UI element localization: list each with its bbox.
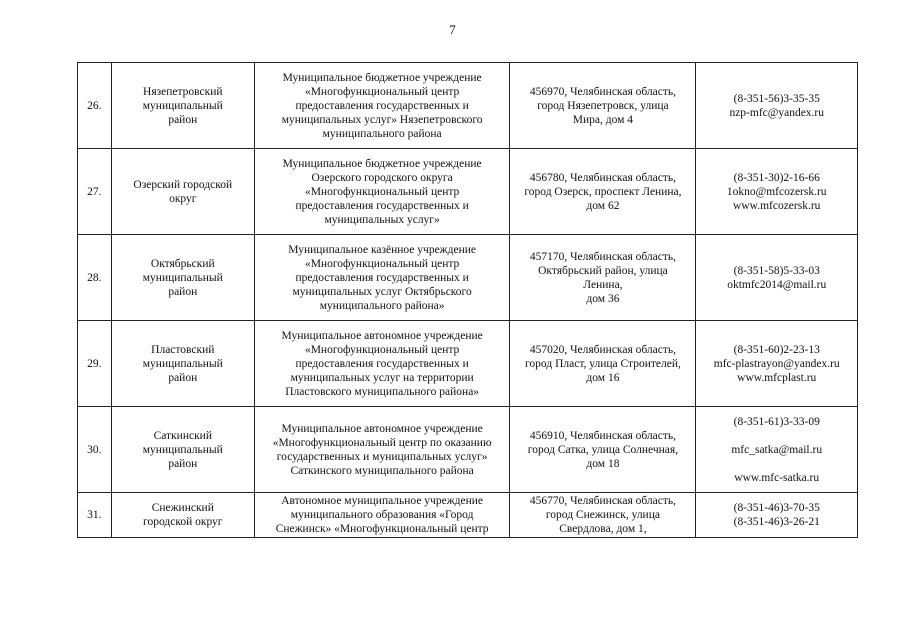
text-line: 457020, Челябинская область,	[529, 343, 677, 356]
text-line: муниципальных услуг на территории	[290, 371, 474, 384]
text-line: Муниципальное бюджетное учреждение	[282, 71, 482, 84]
institution-cell	[254, 407, 510, 493]
text-line: район	[168, 371, 198, 384]
text-line: округ	[169, 192, 197, 205]
text-line: 456780, Челябинская область,	[529, 171, 677, 184]
text-line: город Пласт, улица Строителей,	[525, 357, 681, 370]
text-line: Озерский городской	[133, 178, 233, 191]
institution-cell	[254, 149, 510, 235]
text-line: городской округ	[143, 516, 223, 528]
text-line: район	[168, 457, 198, 470]
website-link[interactable]: www.mfcplast.ru	[737, 371, 817, 384]
text-line: Октябрьский	[150, 257, 215, 270]
text-line: дом 16	[586, 371, 620, 384]
district-cell	[111, 149, 254, 235]
text-line: Октябрьский район, улица	[538, 264, 668, 277]
website-link[interactable]: www.mfcozersk.ru	[733, 199, 821, 212]
text-line: муниципальный	[142, 357, 223, 370]
address-cell	[510, 149, 696, 235]
district-cell	[111, 493, 254, 538]
contacts-cell	[696, 493, 858, 538]
text-line: Снежинск» «Многофункциональный центр	[275, 523, 489, 535]
contacts-cell	[696, 407, 858, 493]
phone-number: (8-351-46)3-26-21	[733, 516, 820, 528]
text-line: Муниципальное бюджетное учреждение	[282, 157, 482, 170]
text-line: Свердлова, дом 1,	[559, 523, 647, 535]
text-line: 457170, Челябинская область,	[529, 250, 677, 263]
text-line: 456770, Челябинская область,	[529, 495, 677, 507]
page-number: 7	[449, 22, 456, 37]
institution-cell	[254, 493, 510, 538]
row-number: 29.	[78, 321, 112, 407]
email-link[interactable]: oktmfc2014@mail.ru	[727, 278, 827, 291]
address-cell	[510, 321, 696, 407]
text-line: предоставления государственных и	[295, 357, 469, 370]
text-line: государственных и муниципальных услуг»	[276, 450, 488, 463]
institution-cell	[254, 321, 510, 407]
address-cell	[510, 407, 696, 493]
text-line: 456970, Челябинская область,	[529, 85, 677, 98]
text-line: Озерского городского округа	[311, 171, 453, 184]
text-line: Пластовского муниципального района»	[285, 385, 480, 398]
website-link[interactable]: www.mfc-satka.ru	[734, 471, 820, 484]
address-cell	[510, 235, 696, 321]
text-line: город Сатка, улица Солнечная,	[527, 443, 679, 456]
text-line: Муниципальное казённое учреждение	[288, 243, 476, 256]
district-cell	[111, 321, 254, 407]
text-line: Снежинский	[151, 502, 214, 514]
text-line: муниципальных услуг»	[324, 213, 440, 226]
text-line: город Озерск, проспект Ленина,	[524, 185, 682, 198]
mfc-table	[77, 62, 858, 538]
text-line: «Многофункциональный центр	[304, 185, 460, 198]
email-link[interactable]: mfc_satka@mail.ru	[731, 443, 823, 456]
text-line: «Многофункциональный центр	[304, 257, 460, 270]
text-line: муниципального района»	[319, 299, 445, 312]
contacts-cell	[696, 63, 858, 149]
text-line: Саткинского муниципального района	[290, 464, 474, 477]
text-line: «Многофункциональный центр	[304, 85, 460, 98]
email-link[interactable]: mfc-plastrayon@yandex.ru	[713, 357, 840, 370]
text-line: «Многофункциональный центр по оказанию	[272, 436, 492, 449]
text-line: город Нязепетровск, улица	[537, 99, 669, 112]
phone-number: (8-351-30)2-16-66	[733, 171, 820, 184]
text-line: район	[168, 285, 198, 298]
contacts-cell	[696, 321, 858, 407]
text-line: Пластовский	[151, 343, 215, 356]
contacts-cell	[696, 235, 858, 321]
district-cell	[111, 63, 254, 149]
text-line: город Снежинск, улица	[545, 509, 660, 521]
address-cell	[510, 63, 696, 149]
text-line: предоставления государственных и	[295, 271, 469, 284]
text-line: муниципального района	[322, 127, 442, 140]
address-cell	[510, 493, 696, 538]
row-number: 26.	[78, 63, 112, 149]
table-row	[78, 63, 858, 149]
text-line: муниципальный	[142, 99, 223, 112]
district-cell	[111, 235, 254, 321]
text-line: муниципальных услуг Октябрьского	[292, 285, 472, 298]
district-cell	[111, 407, 254, 493]
phone-number: (8-351-46)3-70-35	[733, 502, 820, 514]
phone-number: (8-351-60)2-23-13	[733, 343, 820, 356]
phone-number: (8-351-58)5-33-03	[733, 264, 820, 277]
text-line: муниципальный	[142, 443, 223, 456]
table-row	[78, 407, 858, 493]
text-line: предоставления государственных и	[295, 99, 469, 112]
text-line: Муниципальное автономное учреждение	[281, 329, 483, 342]
text-line: 456910, Челябинская область,	[529, 429, 677, 442]
text-line: Саткинский	[153, 429, 212, 442]
row-number: 28.	[78, 235, 112, 321]
text-line: предоставления государственных и	[295, 199, 469, 212]
email-link[interactable]: nzp-mfc@yandex.ru	[729, 106, 825, 119]
text-line: дом 18	[586, 457, 620, 470]
text-line: Автономное муниципальное учреждение	[281, 495, 484, 507]
institution-cell	[254, 63, 510, 149]
table-row	[78, 493, 858, 538]
text-line: район	[168, 113, 198, 126]
text-line: Ленина,	[583, 278, 623, 291]
institution-cell	[254, 235, 510, 321]
phone-number: (8-351-56)3-35-35	[733, 92, 820, 105]
row-number: 31.	[78, 493, 112, 538]
table-row	[78, 321, 858, 407]
text-line: дом 36	[586, 292, 620, 305]
text-line: Нязепетровский	[143, 85, 223, 98]
contacts-cell	[696, 149, 858, 235]
email-link[interactable]: 1okno@mfcozersk.ru	[726, 185, 827, 198]
row-number: 27.	[78, 149, 112, 235]
text-line: «Многофункциональный центр	[304, 343, 460, 356]
row-number: 30.	[78, 407, 112, 493]
text-line: муниципального образования «Город	[290, 509, 474, 521]
phone-number: (8-351-61)3-33-09	[733, 415, 820, 428]
text-line: муниципальный	[142, 271, 223, 284]
text-line: Мира, дом 4	[572, 113, 634, 126]
text-line: дом 62	[586, 199, 620, 212]
table-row	[78, 235, 858, 321]
text-line: Муниципальное автономное учреждение	[281, 422, 483, 435]
text-line: муниципальных услуг» Нязепетровского	[281, 113, 483, 126]
table-row	[78, 149, 858, 235]
